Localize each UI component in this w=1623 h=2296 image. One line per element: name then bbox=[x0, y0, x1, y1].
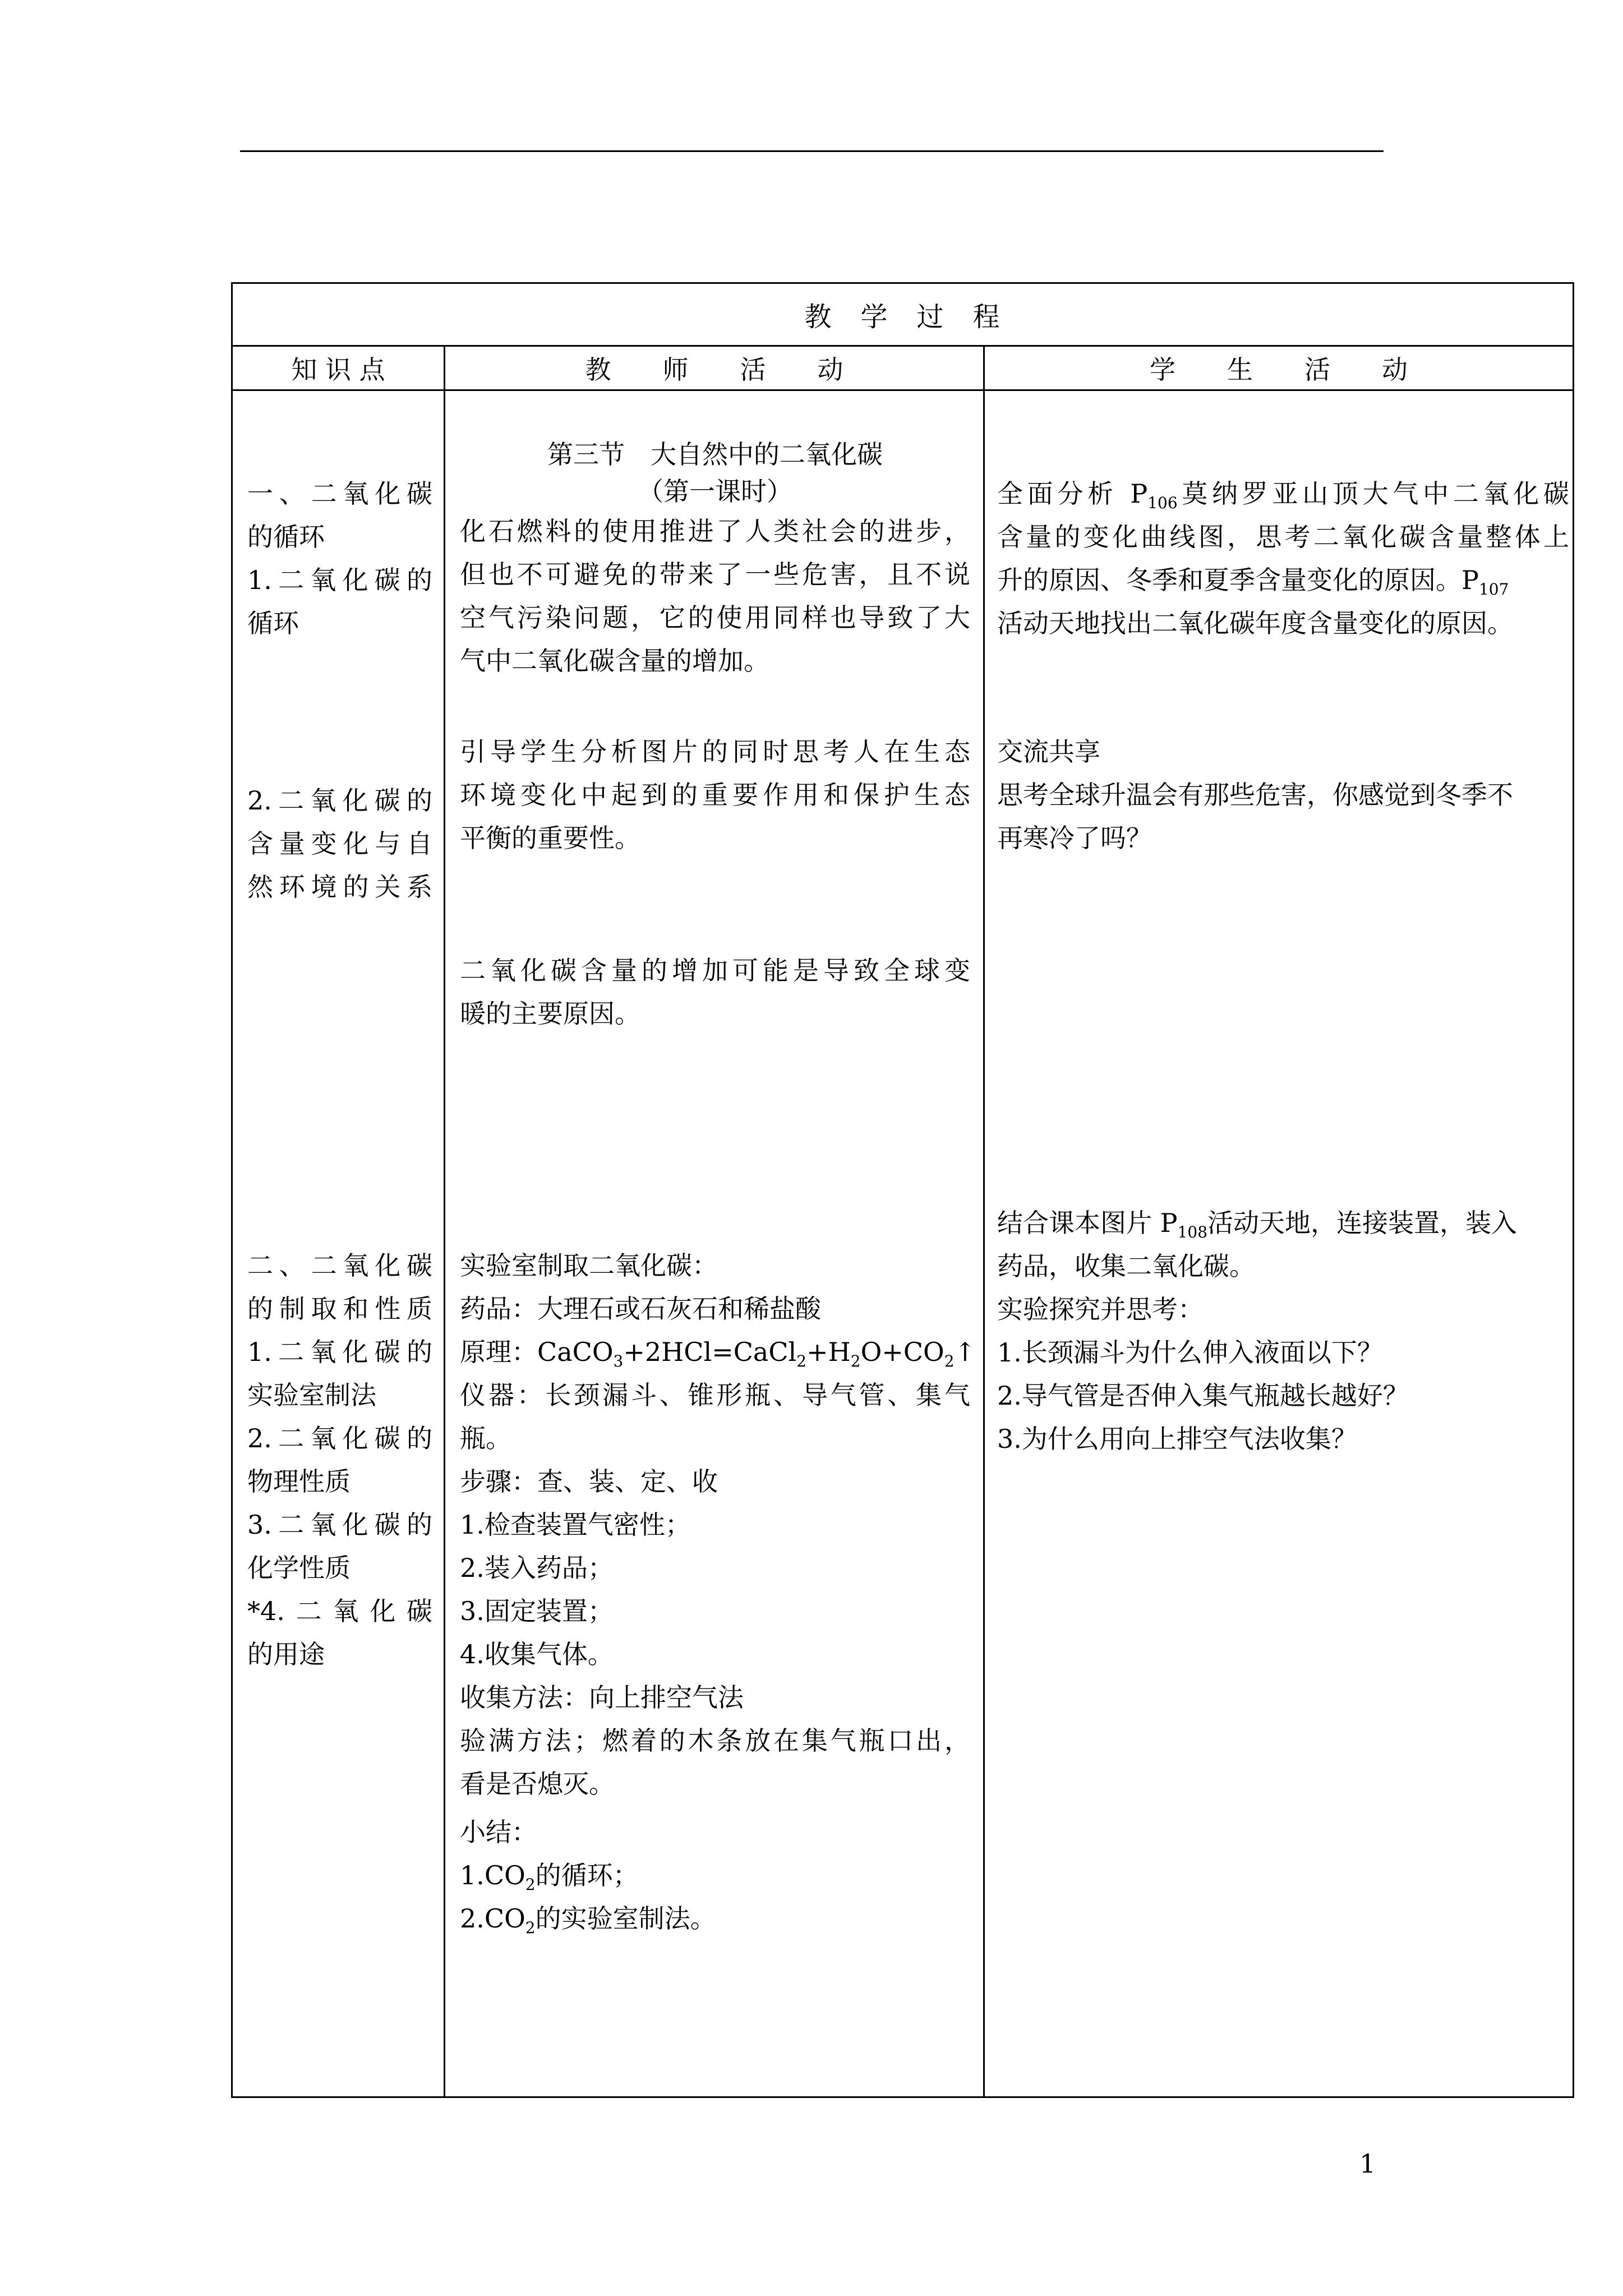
item-lab-preparation: 1.二氧化碳的 实验室制法 bbox=[247, 1337, 432, 1410]
lab-preparation-block: 实验室制取二氧化碳： 药品：大理石或石灰石和稀盐酸 原理：$CaCO_3+2HCl=CaCl_2+H_2O+CO_2↑$ 仪器：长颈漏斗、锥形瓶、导气管、集气 瓶。 步骤：查、装、定、收 1.检查装置气密性； 2.装入药品； 3.固定装置； 4.收集气体。 收集方法：向上排空气法 验满方法；燃着的木条放在集气瓶口出， 看是否熄灭。 bbox=[460, 1244, 970, 1806]
lab-collection-method: 收集方法：向上排空气法 bbox=[460, 1682, 744, 1713]
lab-step: 4.收集气体。 bbox=[460, 1639, 614, 1669]
summary-item: $2.CO_2$的实验室制法。 bbox=[460, 1903, 716, 1938]
lab-title: 实验室制取二氧化碳： bbox=[460, 1250, 718, 1281]
header-knowledge-points: 知 识 点 bbox=[232, 346, 445, 390]
teacher-intro: 化石燃料的使用推进了人类社会的进步， 但也不可避免的带来了一些危害，且不说 空气污染问题，它的使用同样也导致了大 气中二氧化碳含量的增加。 bbox=[460, 516, 970, 676]
header-rule bbox=[240, 150, 1384, 152]
header-teacher-activity: 教 师 活 动 bbox=[445, 346, 984, 390]
lab-reagents: 药品：大理石或石灰石和稀盐酸 bbox=[460, 1294, 821, 1324]
section2-title: 二、二氧化碳 的制取和性质 bbox=[247, 1250, 432, 1324]
lab-step: 3.固定装置； bbox=[460, 1596, 614, 1626]
item-physical-properties: 2.二氧化碳的 物理性质 bbox=[247, 1423, 432, 1497]
header-student-activity: 学 生 活 动 bbox=[984, 346, 1574, 390]
question-item: 2.导气管是否伸入集气瓶越长越好？ bbox=[997, 1381, 1409, 1411]
student-share: 交流共享 思考全球升温会有那些危害，你感觉到冬季不 再寒冷了吗？ bbox=[997, 730, 1569, 860]
lab-step: 2.装入药品； bbox=[460, 1553, 614, 1583]
summary-block bbox=[460, 1811, 970, 1940]
lab-steps-title: 步骤：查、装、定、收 bbox=[460, 1466, 718, 1497]
teacher-guide: 引导学生分析图片的同时思考人在生态 环境变化中起到的重要作用和保护生态 平衡的重要性。 bbox=[460, 737, 970, 853]
lesson-heading bbox=[460, 436, 970, 510]
item-co2-environment: 2.二氧化碳的 含量变化与自 然环境的关系 bbox=[247, 785, 432, 902]
lab-apparatus: 仪器：长颈漏斗、锥形瓶、导气管、集气 bbox=[460, 1380, 970, 1410]
lab-check-full: 验满方法；燃着的木条放在集气瓶口出， bbox=[460, 1726, 970, 1756]
student-experiment: 结合课本图片 $P_{108}$活动天地，连接装置，装入 药品，收集二氧化碳。 实验探究并思考： 1.长颈漏斗为什么伸入液面以下？ 2.导气管是否伸入集气瓶越长越好？ 3.为什么用向上排空气法收集？ bbox=[997, 1202, 1569, 1461]
table-title: 教 学 过 程 bbox=[232, 283, 1574, 346]
teacher-column bbox=[445, 390, 984, 2097]
lesson-process-table bbox=[231, 282, 1574, 2098]
lab-principle: 原理：$CaCO_3+2HCl=CaCl_2+H_2O+CO_2↑$ bbox=[460, 1337, 976, 1371]
knowledge-column bbox=[232, 390, 445, 2097]
explore-title: 实验探究并思考： bbox=[997, 1294, 1204, 1324]
lab-step: 1.检查装置气密性； bbox=[460, 1510, 691, 1540]
question-item: 1.长颈漏斗为什么伸入液面以下？ bbox=[997, 1337, 1383, 1368]
teacher-warming: 二氧化碳含量的增加可能是导致全球变 暖的主要原因。 bbox=[460, 955, 970, 1029]
item-uses: *4.二氧化碳 的用途 bbox=[247, 1596, 432, 1669]
lesson-subtitle: （第一课时） bbox=[638, 476, 792, 507]
summary-item: $1.CO_2$的循环； bbox=[460, 1860, 639, 1894]
question-item: 3.为什么用向上排空气法收集？ bbox=[997, 1424, 1357, 1454]
page-number: 1 bbox=[1359, 2148, 1376, 2179]
lesson-title: 第三节 大自然中的二氧化碳 bbox=[547, 439, 883, 470]
summary-title: 小结： bbox=[460, 1817, 537, 1847]
student-column bbox=[984, 390, 1574, 2097]
section1-title: 一、二氧化碳 的循环 bbox=[247, 478, 432, 552]
item-chemical-properties: 3.二氧化碳的 化学性质 bbox=[247, 1510, 432, 1583]
student-analysis: 全面分析 $P_{106}$莫纳罗亚山顶大气中二氧化碳 含量的变化曲线图，思考二氧化碳含量整体上 升的原因、冬季和夏季含量变化的原因。$P_{107}$ 活动天地找出二氧化碳年度含量变化的原因。 bbox=[997, 478, 1570, 638]
item-co2-cycle: 1.二氧化碳的 循环 bbox=[247, 565, 432, 638]
share-title: 交流共享 bbox=[997, 737, 1100, 767]
